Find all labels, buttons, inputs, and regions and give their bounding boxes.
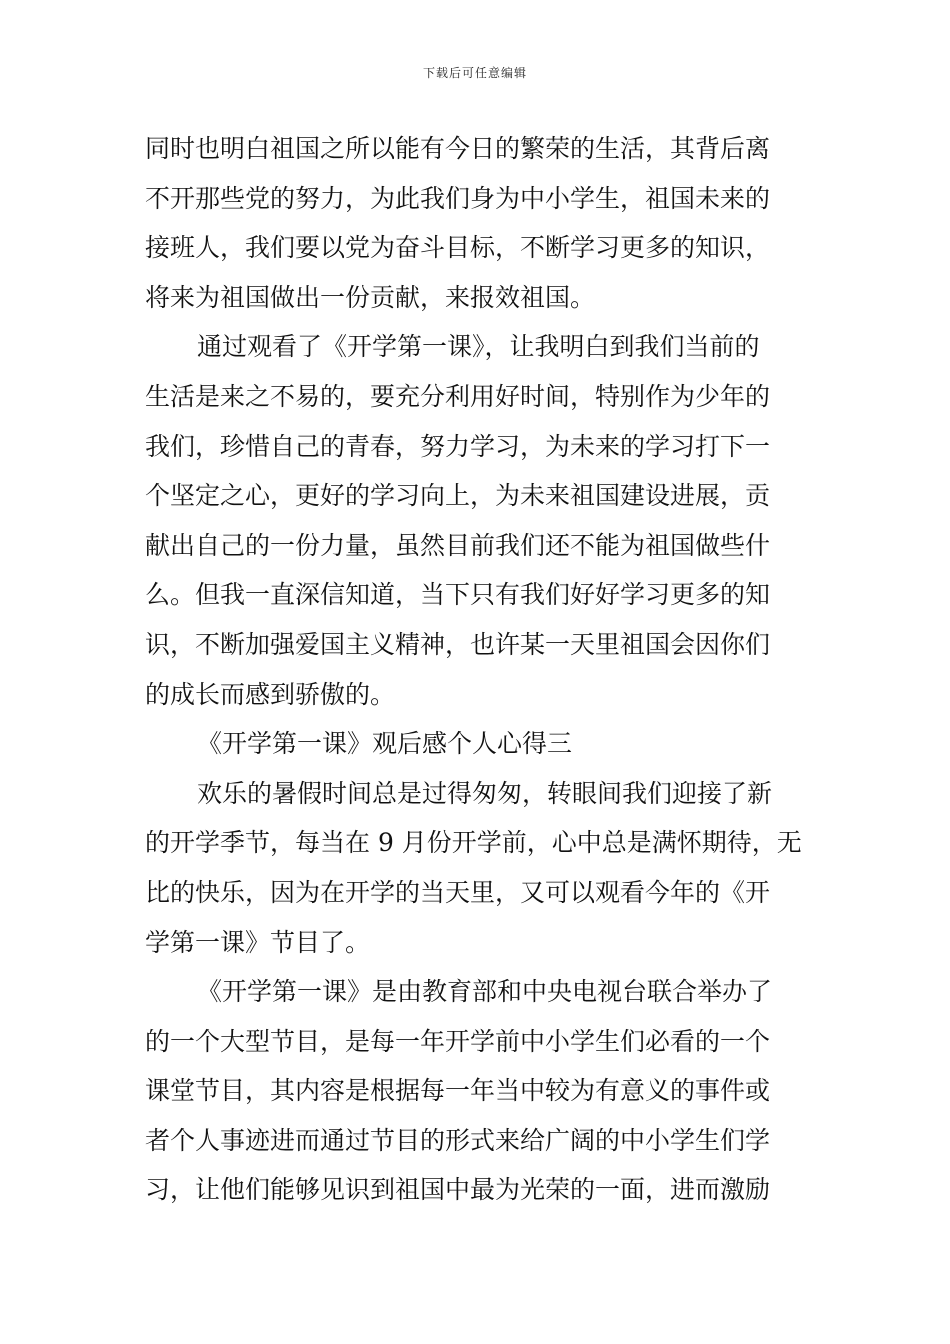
text-line: 比的快乐，因为在开学的当天里，又可以观看今年的《开 — [145, 877, 771, 907]
document-body — [145, 124, 810, 1215]
text-line: 将来为祖国做出一份贡献，来报效祖国。 — [145, 282, 596, 312]
text-line: 识，不断加强爱国主义精神，也许某一天里祖国会因你们 — [145, 629, 771, 659]
text-line: 献出自己的一份力量，虽然目前我们还不能为祖国做些什 — [145, 530, 771, 560]
text-line: 课堂节目，其内容是根据每一年当中较为有意义的事件或 — [145, 1076, 771, 1106]
text-line: 么。但我一直深信知道，当下只有我们好好学习更多的知 — [145, 580, 771, 610]
text-line: 习，让他们能够见识到祖国中最为光荣的一面，进而激励 — [145, 1175, 771, 1205]
text-line: 学第一课》节目了。 — [145, 927, 371, 957]
text-line: 《开学第一课》是由教育部和中央电视台联合举办了 — [197, 977, 773, 1007]
text-line: 个坚定之心，更好的学习向上，为未来祖国建设进展，贡 — [145, 481, 771, 511]
text-line: 通过观看了《开学第一课》，让我明白到我们当前的 — [197, 332, 760, 362]
text-line: 的一个大型节目，是每一年开学前中小学生们必看的一个 — [145, 1026, 771, 1056]
text-line: 欢乐的暑假时间总是过得匆匆，转眼间我们迎接了新 — [197, 778, 773, 808]
text-line: 同时也明白祖国之所以能有今日的繁荣的生活，其背后离 — [145, 134, 771, 163]
text-line: 《开学第一课》观后感个人心得三 — [197, 729, 573, 759]
text-line: 生活是来之不易的，要充分利用好时间，特别作为少年的 — [145, 381, 771, 411]
text-line: 接班人，我们要以党为奋斗目标，不断学习更多的知识， — [145, 233, 771, 263]
text-line: 不开那些党的努力，为此我们身为中小学生，祖国未来的 — [145, 183, 771, 213]
text-line: 我们，珍惜自己的青春，努力学习，为未来的学习打下一 — [145, 431, 771, 461]
page-header: 下载后可任意编辑 — [422, 66, 527, 80]
text-line: 者个人事迹进而通过节目的形式来给广阔的中小学生们学 — [145, 1125, 771, 1155]
text-line: 的开学季节，每当在 9 月份开学前，心中总是满怀期待，无 — [145, 828, 802, 858]
text-line: 的成长而感到骄傲的。 — [145, 679, 396, 709]
